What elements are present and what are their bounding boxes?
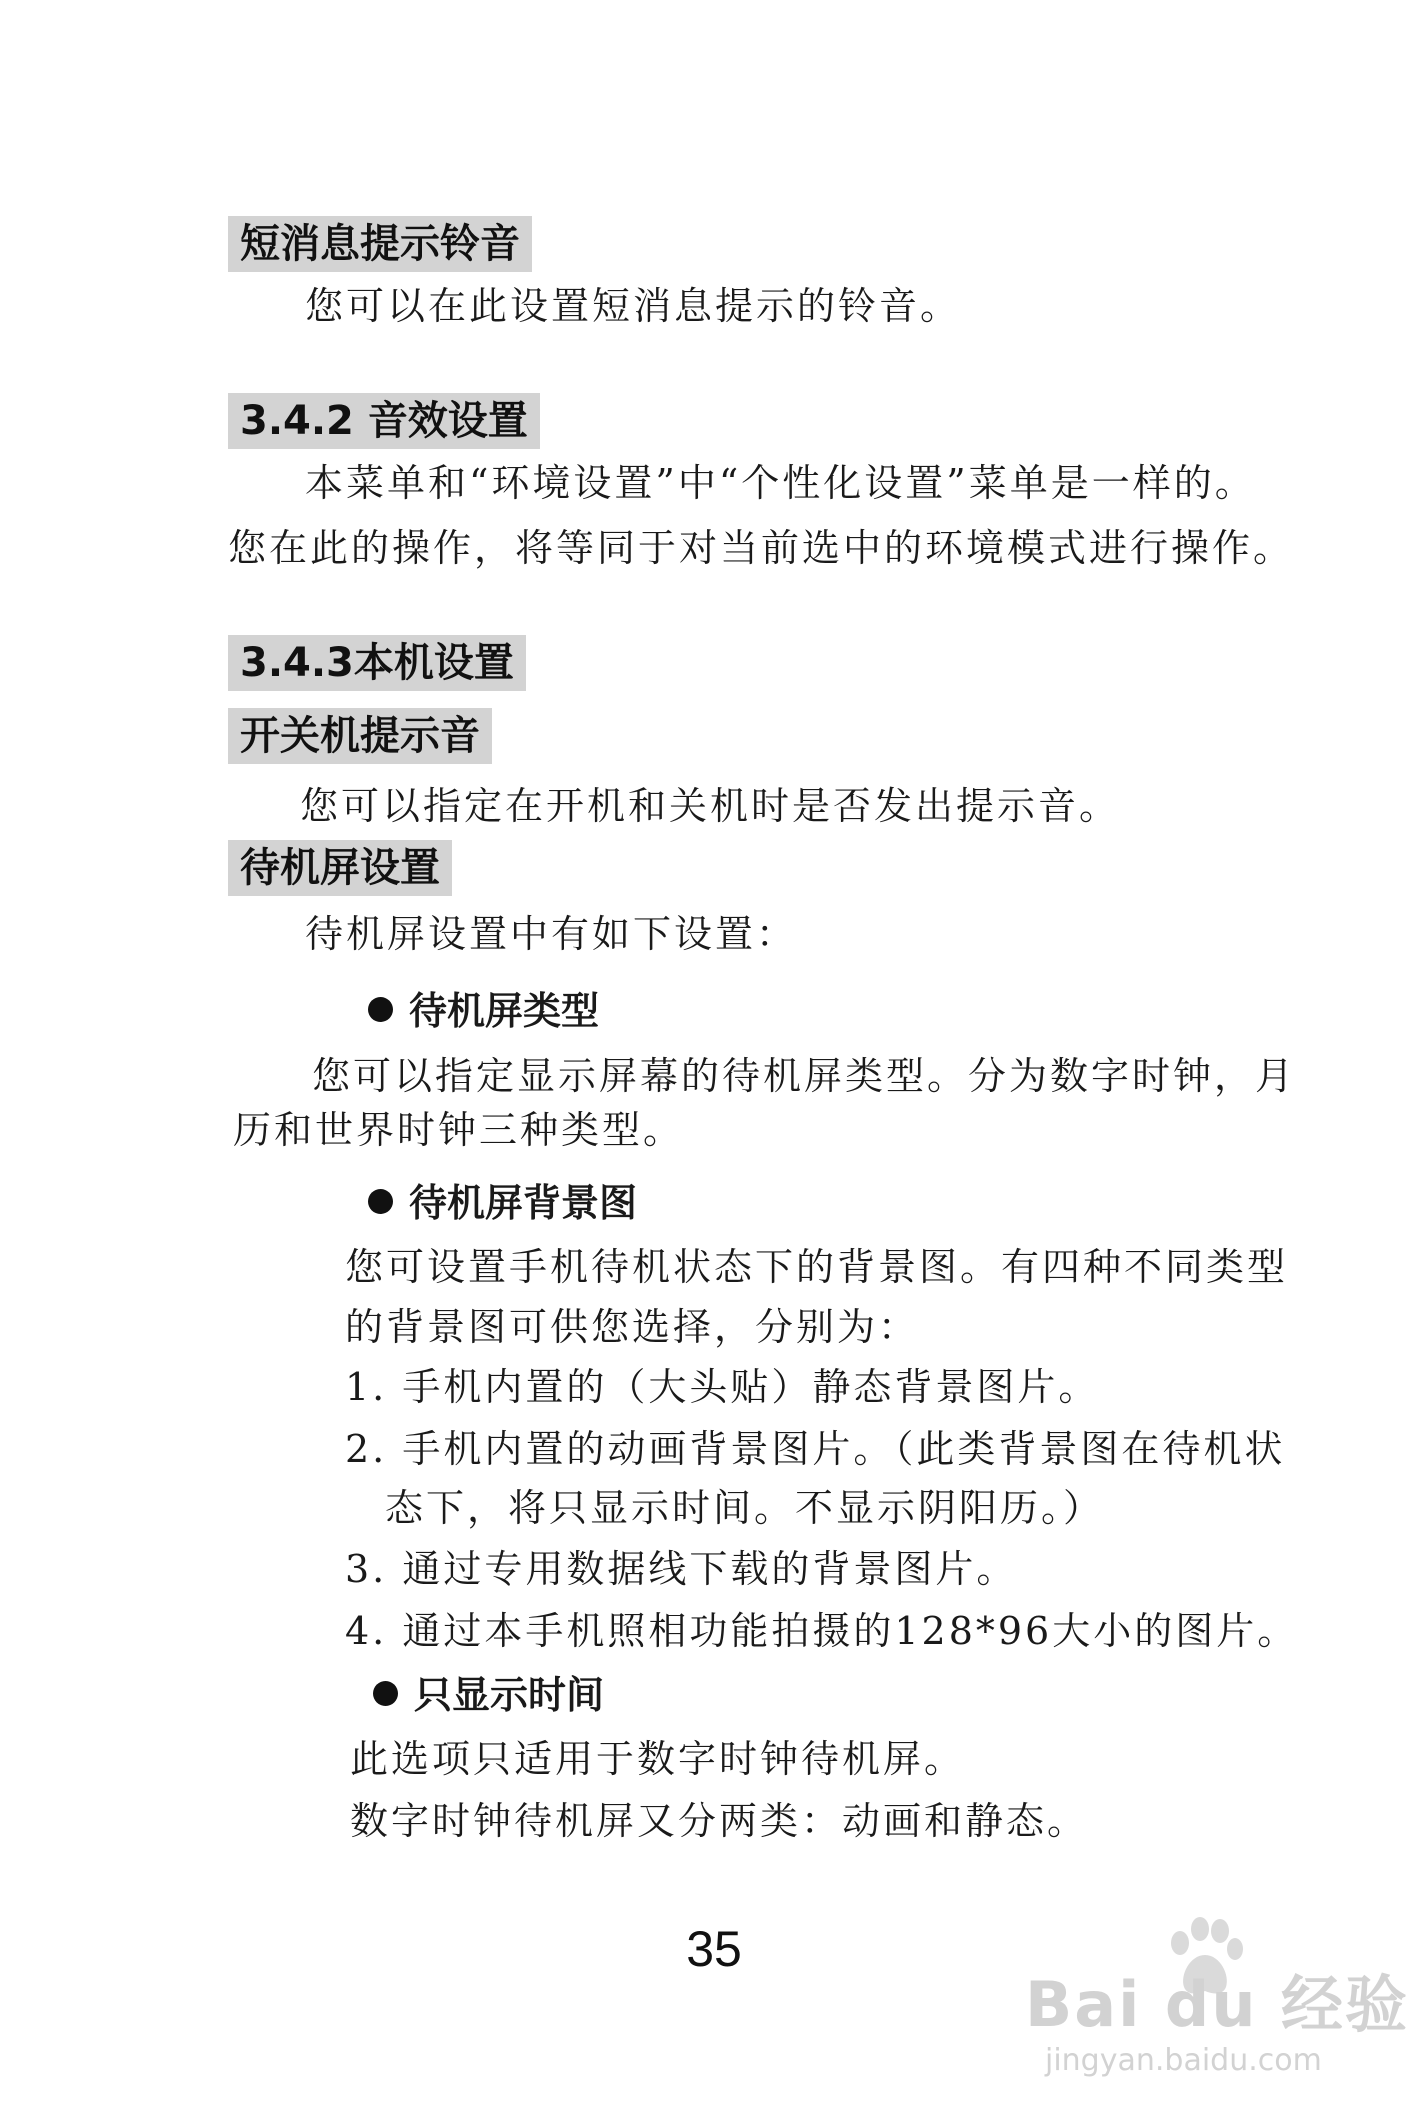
background-item-2-cont: 态下，将只显示时间。不显示阴阳历。） xyxy=(385,1486,1105,1530)
time-only-line-1: 此选项只适用于数字时钟待机屏。 xyxy=(350,1737,966,1781)
standby-type-line-2: 历和世界时钟三种类型。 xyxy=(233,1108,685,1152)
baidu-jingyan-watermark xyxy=(1025,1915,1410,2095)
bullet-standby-type xyxy=(368,986,599,1036)
background-line-1: 您可设置手机待机状态下的背景图。有四种不同类型 xyxy=(345,1245,1289,1289)
sms-ringtone-text: 您可以在此设置短消息提示的铃音。 xyxy=(305,284,962,328)
bullet-dot-icon xyxy=(368,1189,393,1214)
bullet-title: 只显示时间 xyxy=(414,1673,605,1717)
bullet-title: 待机屏背景图 xyxy=(409,1181,638,1225)
section-heading-sms-ringtone: 短消息提示铃音 xyxy=(228,216,532,272)
background-item-3: 3. 通过专用数据线下载的背景图片。 xyxy=(345,1547,1018,1591)
time-only-line-2: 数字时钟待机屏又分两类：动画和静态。 xyxy=(350,1799,1089,1843)
bullet-dot-icon xyxy=(368,997,393,1022)
background-item-4: 4. 通过本手机照相功能拍摄的128*96大小的图片。 xyxy=(345,1609,1299,1653)
section-heading-device-settings: 3.4.3本机设置 xyxy=(228,635,526,691)
page-number: 35 xyxy=(686,1921,742,1977)
bullet-time-only xyxy=(373,1670,604,1720)
section-heading-standby-screen: 待机屏设置 xyxy=(228,840,452,896)
background-item-1: 1. 手机内置的（大头贴）静态背景图片。 xyxy=(345,1365,1100,1409)
sound-effects-line-2: 您在此的操作，将等同于对当前选中的环境模式进行操作。 xyxy=(228,526,1295,570)
sound-effects-line-1: 本菜单和“环境设置”中“个性化设置”菜单是一样的。 xyxy=(305,461,1256,505)
bullet-title: 待机屏类型 xyxy=(409,989,600,1033)
background-item-2: 2. 手机内置的动画背景图片。（此类背景图在待机状 xyxy=(345,1427,1286,1471)
power-tone-text: 您可以指定在开机和关机时是否发出提示音。 xyxy=(300,784,1121,828)
watermark-brand: Bai du 经验 xyxy=(1025,1968,1410,2041)
bullet-standby-background xyxy=(368,1178,637,1228)
watermark-url: jingyan.baidu.com xyxy=(1045,2043,1322,2078)
background-line-2: 的背景图可供您选择，分别为： xyxy=(345,1305,920,1349)
section-heading-power-tone: 开关机提示音 xyxy=(228,708,492,764)
standby-screen-intro: 待机屏设置中有如下设置： xyxy=(305,912,798,956)
bullet-dot-icon xyxy=(373,1681,398,1706)
section-heading-sound-effects: 3.4.2 音效设置 xyxy=(228,393,540,449)
standby-type-line-1: 您可以指定显示屏幕的待机屏类型。分为数字时钟，月 xyxy=(312,1054,1297,1098)
